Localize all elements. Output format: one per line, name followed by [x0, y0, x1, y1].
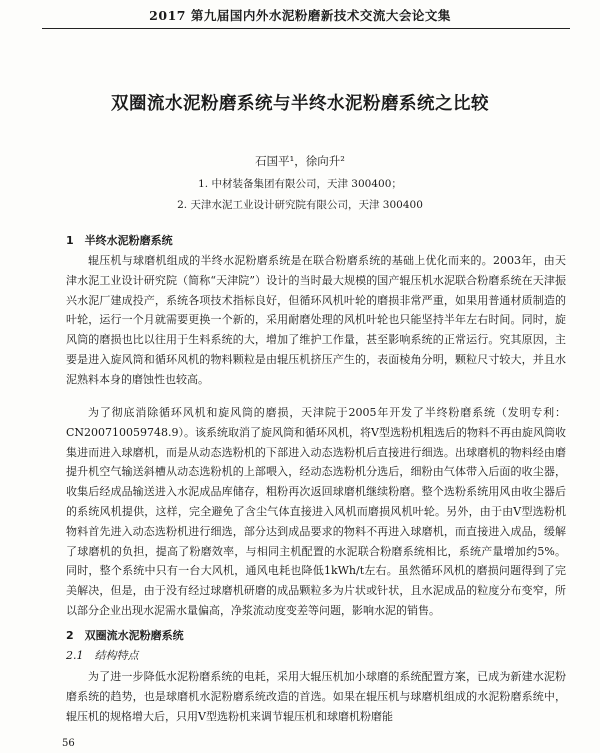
affiliation-2: 2. 天津水泥工业设计研究院有限公司，天津 300400 [177, 199, 423, 211]
paper-title: 双圈流水泥粉磨系统与半终水泥粉磨系统之比较 [111, 94, 489, 114]
header-divider [42, 28, 570, 29]
section-1-paragraph-2: 为了彻底消除循环风机和旋风筒的磨损，天津院于2005年开发了半终粉磨系统（发明专利：CN200710059748.9）。该系统取消了旋风筒和循环风机，将V型选粉机粗选后的物料不再由旋风筒收集进而进入球磨机，而是从动态选粉机的下部进入动态选粉机后直接进行细选。出球磨机的物料经由磨提升机空气输送斜槽从动态选粉机的上部喂入，经动态选粉机分选后，细粉由气体带入后面的收尘器，收集后经成品输送进入水泥成品库储存，粗粉再次返回球磨机继续粉磨。整个选粉系统用风由收尘器后的系统风机提供，这样，完全避免了含尘气体直接进入风机而磨损风机叶轮。另外，由于由V型选粉机物料首先进入动态选粉机进行细选，部分达到成品要求的物料不再进入球磨机，而直接进入成品，缓解了球磨机的负担，提高了粉磨效率，与相同主机配置的水泥联合粉磨系统相比，系统产量增加约5%。同时，整个系统中只有一台大风机，通风电耗也降低1kWh/t左右。虽然循环风机的磨损问题得到了完美解决，但是，由于没有经过球磨机研磨的成品颗粒多为片状或针状，且水泥成品的粒度分布变窄，所以部分企业出现水泥需水量偏高，净浆流动度变差等问题，影响水泥的销售。 [66, 406, 566, 617]
section-2-heading: 2 双圈流水泥粉磨系统 [66, 629, 184, 642]
section-1-heading: 1 半终水泥粉磨系统 [66, 234, 173, 247]
author-line: 石国平¹，徐向升² [255, 154, 345, 168]
subsection-2-1-heading: 2.1 结构特点 [66, 649, 139, 662]
section-1-paragraph-1: 辊压机与球磨机组成的半终水泥粉磨系统是在联合粉磨系统的基础上优化而来的。2003年，由天津水泥工业设计研究院（简称“天津院”）设计的当时最大规模的国产辊压机水泥联合粉磨系统在天津振兴水泥厂建成投产，系统各项技术指标良好，但循环风机叶轮的磨损非常严重，如果用普通材质制造的叶轮，运行一个月就需要更换一个新的，采用耐磨处理的风机叶轮也只能坚持半年左右时间。同时，旋风筒的磨损也比以往用于生料系统的大，增加了维护工作量，甚至影响系统的正常运行。究其原因，主要是进入旋风筒和循环风机的物料颗粒是由辊压机挤压产生的，表面棱角分明，颗粒尺寸较大，并且水泥熟料本身的磨蚀性也较高。 [66, 254, 566, 386]
page-number: 56 [62, 738, 75, 749]
affiliation-1: 1. 中材装备集团有限公司，天津 300400； [198, 178, 402, 190]
section-2-1-paragraph-1: 为了进一步降低水泥粉磨系统的电耗，采用大辊压机加小球磨的系统配置方案，已成为新建水泥粉磨系统的趋势，也是球磨机水泥粉磨系统改造的首选。如果在辊压机与球磨机组成的水泥粉磨系统中，辊压机的规格增大后，只用V型选粉机来调节辊压机和球磨机粉磨能 [66, 670, 566, 723]
running-header: 2017 第九届国内外水泥粉磨新技术交流大会论文集 [149, 8, 451, 23]
